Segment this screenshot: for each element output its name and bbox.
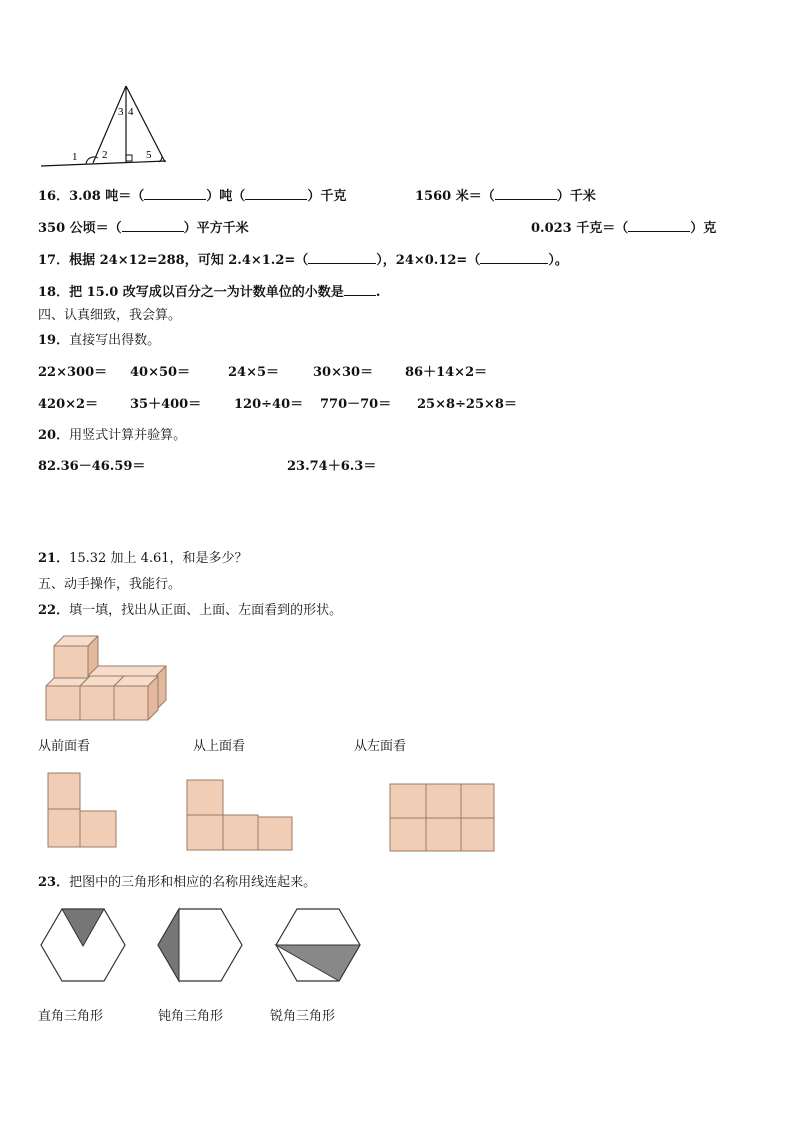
answer-blank[interactable]	[144, 187, 206, 200]
answer-blank[interactable]	[122, 219, 184, 232]
q17-line: 17．根据 24×12=288，可知 2.4×1.2=（ ），24×0.12=（ ）。	[38, 253, 568, 268]
answer-blank[interactable]	[480, 251, 548, 264]
angle-label-1: 1	[72, 151, 78, 163]
front-view-shape	[48, 773, 120, 851]
hexagon-triangle-1[interactable]	[38, 906, 128, 986]
view-label-top: 从上面看	[193, 739, 246, 754]
q22-title: 22．填一填，找出从正面、上面、左面看到的形状。	[38, 603, 343, 618]
triangle-name-right[interactable]: 直角三角形	[38, 1009, 104, 1024]
answer-blank[interactable]	[245, 187, 307, 200]
q19-item: 30×30＝	[313, 365, 374, 380]
q21-number: 21．	[38, 551, 70, 566]
view-label-front: 从前面看	[38, 739, 91, 754]
q19-item: 120÷40＝	[234, 397, 304, 412]
q16-number: 16．	[38, 189, 70, 204]
q16-line1-right: 1560 米＝（ ）千米	[415, 189, 596, 204]
answer-blank[interactable]	[628, 219, 690, 232]
top-view-shape	[187, 780, 295, 854]
q19-item: 40×50＝	[130, 365, 191, 380]
q18-line: 18．把 15.0 改写成以百分之一为计数单位的小数是 .	[38, 285, 381, 300]
q21-line: 21．15.32 加上 4.61，和是多少？	[38, 551, 248, 566]
q19-number: 19．	[38, 333, 70, 348]
angle-figure	[38, 82, 173, 172]
section-5-heading: 五、动手操作，我能行。	[38, 577, 182, 592]
q23-title: 23．把图中的三角形和相应的名称用线连起来。	[38, 875, 317, 890]
q19-item: 420×2＝	[38, 397, 99, 412]
q19-title: 19．直接写出得数。	[38, 333, 161, 348]
left-view-shape	[390, 783, 498, 855]
q20-item: 82.36－46.59＝	[38, 459, 146, 474]
q19-item: 24×5＝	[228, 365, 280, 380]
triangle-name-obtuse[interactable]: 钝角三角形	[158, 1009, 224, 1024]
q20-title: 20．用竖式计算并验算。	[38, 428, 187, 443]
q19-item: 86＋14×2＝	[405, 365, 488, 380]
answer-blank[interactable]	[495, 187, 557, 200]
q20-item: 23.74＋6.3＝	[287, 459, 377, 474]
q19-item: 22×300＝	[38, 365, 108, 380]
angle-label-4: 4	[128, 106, 134, 118]
hexagon-triangle-2[interactable]	[155, 906, 245, 986]
q16-line1-left: 16．3.08 吨＝（ ）吨（ ）千克	[38, 189, 347, 204]
angle-label-2: 2	[102, 149, 108, 161]
hexagon-triangle-3[interactable]	[273, 906, 363, 986]
q17-number: 17．	[38, 253, 70, 268]
angle-label-3: 3	[118, 106, 124, 118]
q22-number: 22．	[38, 603, 70, 618]
q20-number: 20．	[38, 428, 70, 443]
answer-blank[interactable]	[308, 251, 376, 264]
section-4-heading: 四、认真细致，我会算。	[38, 308, 182, 323]
q16-line2-right: 0.023 千克＝（ ）克	[531, 221, 717, 236]
cube-stack-figure	[42, 634, 172, 724]
q23-number: 23．	[38, 875, 70, 890]
q16-line2-left: 350 公顷＝（ ）平方千米	[38, 221, 249, 236]
q19-item: 770－70＝	[320, 397, 392, 412]
angle-label-5: 5	[146, 149, 152, 161]
q19-item: 35＋400＝	[130, 397, 202, 412]
q18-number: 18．	[38, 285, 70, 300]
q19-item: 25×8÷25×8＝	[417, 397, 517, 412]
triangle-name-acute[interactable]: 锐角三角形	[270, 1009, 336, 1024]
answer-blank[interactable]	[344, 283, 376, 296]
view-label-left: 从左面看	[354, 739, 407, 754]
